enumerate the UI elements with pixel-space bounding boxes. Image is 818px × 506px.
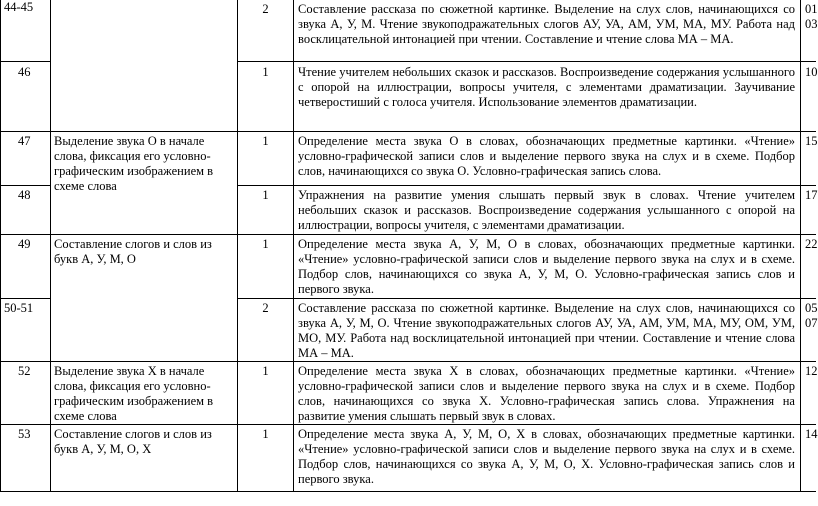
table-border-left [0,0,1,492]
lesson-date: 05 07 [805,301,818,330]
lesson-number: 52 [18,364,31,378]
lesson-date: 12 [805,364,818,378]
lesson-date: 17 [805,188,818,202]
row-divider [0,298,50,299]
lesson-topic: Выделение звука О в начале слова, фиксация его условно-графическим изображением в схеме слова [54,134,214,193]
lesson-topic: Выделение звука Х в начале слова, фиксация его условно-графическим изображением в схеме слова [54,364,214,423]
row-divider [0,61,50,62]
lesson-hours: 1 [262,364,269,378]
lesson-date: 10 [805,65,818,79]
lesson-hours: 1 [262,134,269,148]
lesson-date: 22 [805,237,818,251]
lesson-content: Определение места звука Х в словах, обозначающих предметные картинки. «Чтение» условно-графической записи слов и выделение первого звука на слух и в схеме. Подбор слов, начинающихся со звука Х. Условно-графическая запись слова. Упражнения на развитие умения слышать первый звук в словах. [298,364,795,423]
row-divider [0,424,816,425]
lesson-number: 53 [18,427,31,441]
lesson-hours: 1 [262,427,269,441]
row-divider [0,131,816,132]
lesson-content: Определение места звука А, У, М, О, Х в словах, обозначающих предметные картинки. «Чтение» условно-графической записи слов и выделение первого звука на слух и в схеме. Подбор слов, начинающихся со звука А, У, М, О, Х. Условно-графическая запись слов и первого звука. [298,427,795,486]
lesson-content: Определение места звука О в словах, обозначающих предметные картинки. «Чтение» условно-графической записи слов и выделение первого звука на слух и в схеме. Подбор слов, начинающихся со звука О. Условно-графическая запись слова. [298,134,795,178]
row-divider [237,61,816,62]
lesson-hours: 1 [262,188,269,202]
lesson-content: Составление рассказа по сюжетной картинке. Выделение на слух слов, начинающихся со звука А, У, М. Чтение звукоподражательных слогов АУ, УА, АМ, УМ, МА, МУ. Работа над восклицательной интонацией при чтении. Составление и чтение слова МА – МА. [298,2,795,46]
column-divider-date [800,0,801,492]
lesson-hours: 2 [262,301,269,315]
lesson-date: 14 [805,427,818,441]
column-divider-topic [50,0,51,492]
lesson-number: 44-45 [4,0,34,14]
lesson-content: Чтение учителем небольших сказок и рассказов. Воспроизведение содержания услышанного с опорой на иллюстрации, вопросы учителя, с элементами драматизации. Заучивание четверостиший с голоса учителя. Использование элементов драматизации. [298,65,795,109]
lesson-content: Упражнения на развитие умения слышать первый звук в словах. Чтение учителем небольших сказок и рассказов. Воспроизведение содержания услышанного с опорой на иллюстрации, вопросы учителя, с элементами драматизации. [298,188,795,232]
row-divider [0,361,816,362]
lesson-number: 50-51 [4,301,34,315]
lesson-topic: Составление слогов и слов из букв А, У, М, О, Х [54,427,212,456]
lesson-date: 15 [805,134,818,148]
lesson-content: Определение места звука А, У, М, О в словах, обозначающих предметные картинки. «Чтение» условно-графической записи слов и выделение первого звука на слух и в схеме. Подбор слов, начинающихся со звука А, У, М, О. Условно-графическая запись слов и первого звука. [298,237,795,296]
table-border-bottom [0,491,816,492]
row-divider [237,298,816,299]
lesson-number: 49 [18,237,31,251]
row-divider [0,185,50,186]
lesson-number: 48 [18,188,31,202]
column-divider-content [293,0,294,492]
lesson-hours: 2 [262,2,269,16]
lesson-number: 47 [18,134,31,148]
lesson-number: 46 [18,65,31,79]
row-divider [0,234,816,235]
lesson-hours: 1 [262,237,269,251]
lesson-topic: Составление слогов и слов из букв А, У, М, О [54,237,212,266]
lesson-hours: 1 [262,65,269,79]
row-divider [237,185,816,186]
lesson-date: 01 03 [805,2,818,31]
lesson-content: Составление рассказа по сюжетной картинке. Выделение на слух слов, начинающихся со звука А, У, М, О. Чтение звукоподражательных слогов АУ, УА, АМ, УМ, МА, МУ, ОМ, УМ, МО, МУ. Работа над восклицательной интонацией при чтении. Составление и чтение слова МА – МА. [298,301,795,360]
